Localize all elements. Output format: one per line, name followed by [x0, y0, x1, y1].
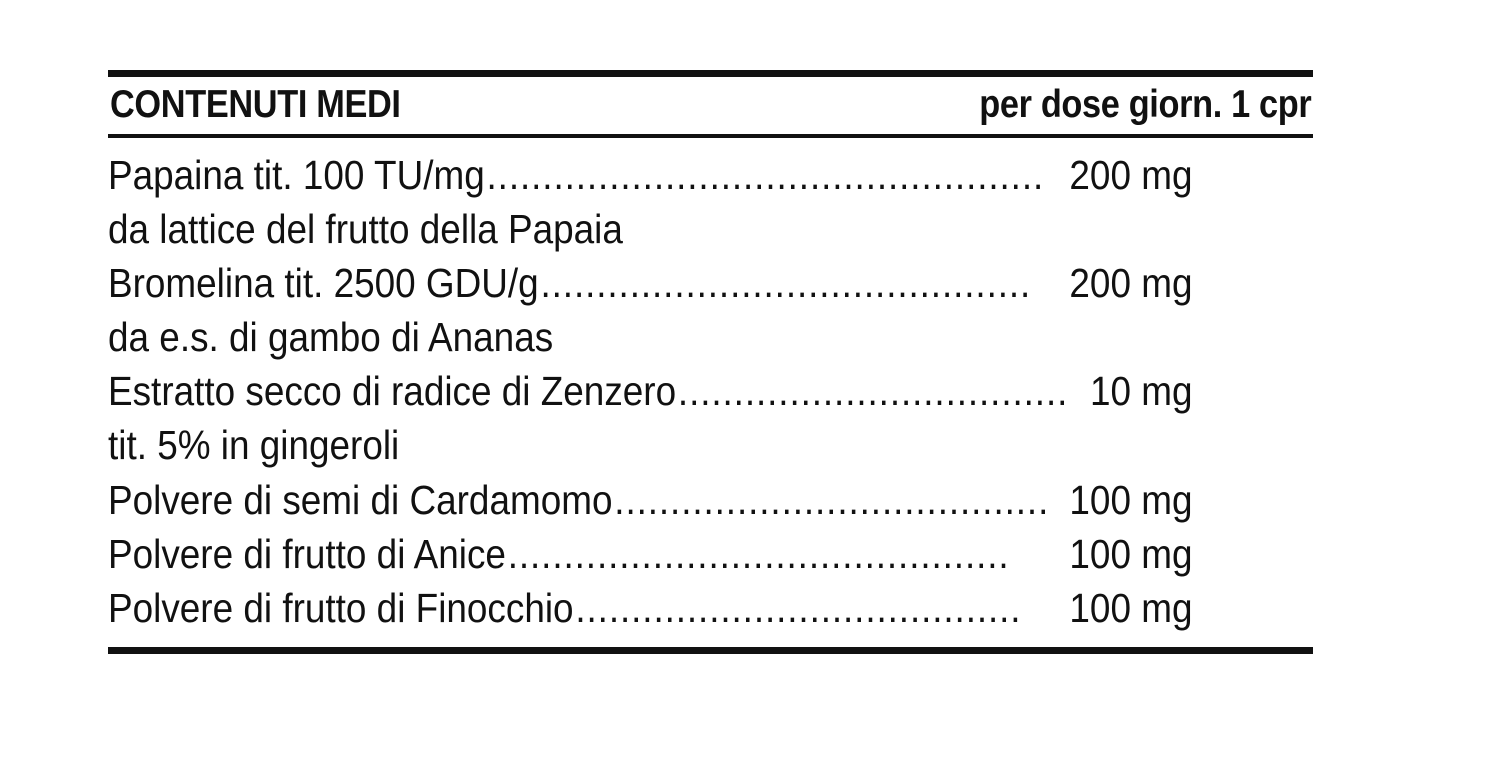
ingredient-name: Estratto secco di radice di Zenzero: [108, 368, 677, 415]
leader-dots: ............................................: [540, 260, 1032, 307]
bottom-divider: [108, 647, 1313, 654]
ingredient-amount: 100 mg: [1069, 530, 1193, 577]
table-header-dose: per dose giorn. 1 cpr: [978, 83, 1311, 126]
leader-dots: .......................................: [614, 476, 1050, 523]
ingredient-list: [108, 138, 1313, 639]
leader-dots: .............................................: [507, 530, 1010, 577]
top-divider: [108, 70, 1313, 77]
leader-dots: ........................................: [575, 584, 1022, 631]
table-header-label: CONTENUTI MEDI: [110, 83, 401, 126]
table-row: [108, 364, 1313, 418]
table-row: [108, 148, 1313, 202]
ingredient-name: Bromelina tit. 2500 GDU/g: [108, 260, 539, 307]
table-row: [108, 473, 1313, 527]
ingredient-name: Polvere di frutto di Finocchio: [108, 584, 574, 631]
table-row: [108, 581, 1313, 635]
ingredient-subline: da lattice del frutto della Papaia: [108, 206, 623, 253]
ingredient-amount: 100 mg: [1069, 476, 1193, 523]
ingredient-name: Polvere di frutto di Anice: [108, 530, 506, 577]
table-row: [108, 256, 1313, 310]
ingredient-amount: 100 mg: [1069, 584, 1193, 631]
ingredient-name: Polvere di semi di Cardamomo: [108, 476, 613, 523]
nutrition-facts-panel: [108, 70, 1313, 654]
leader-dots: ..................................................: [486, 151, 1045, 198]
table-row: [108, 527, 1313, 581]
leader-dots: ...................................: [677, 368, 1069, 415]
ingredient-name: Papaina tit. 100 TU/mg: [108, 151, 485, 198]
table-header: [108, 77, 1313, 132]
ingredient-subline: da e.s. di gambo di Ananas: [108, 314, 554, 361]
ingredient-amount: 10 mg: [1089, 368, 1193, 415]
ingredient-amount: 200 mg: [1069, 260, 1193, 307]
ingredient-subline: tit. 5% in gingeroli: [108, 422, 400, 469]
ingredient-amount: 200 mg: [1069, 151, 1193, 198]
